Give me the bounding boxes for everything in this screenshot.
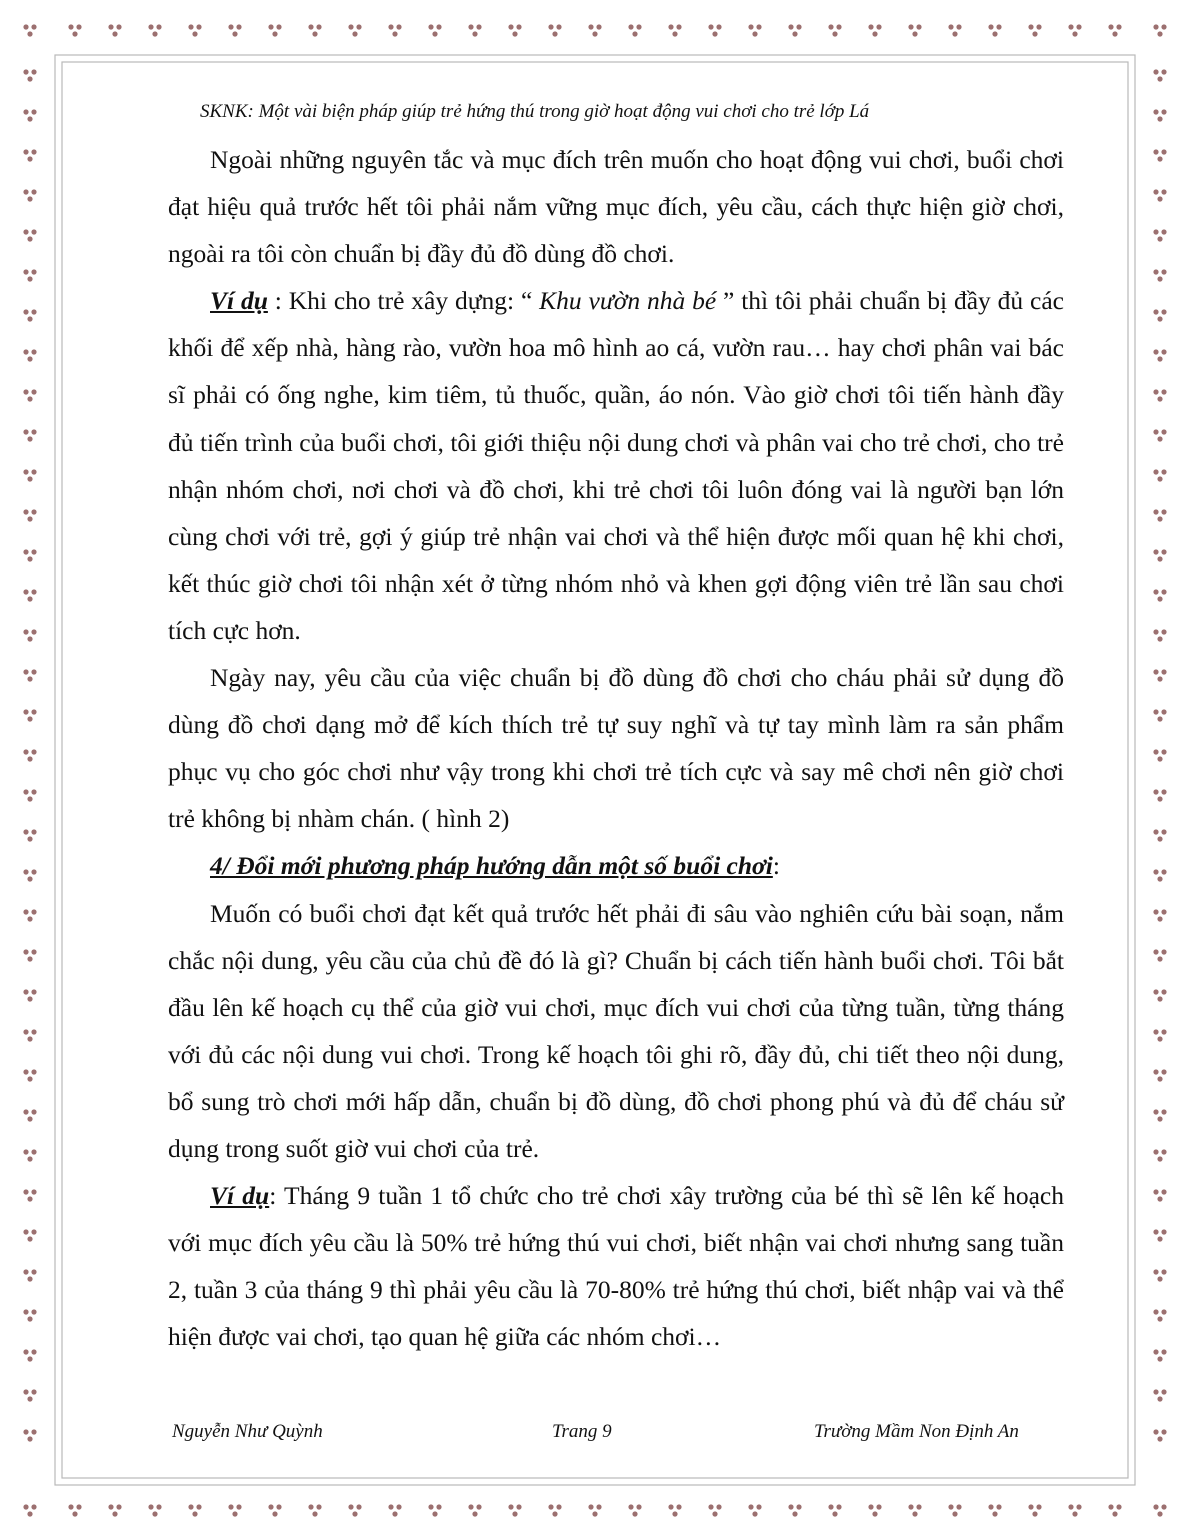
border-flower-icon [1153, 1389, 1166, 1401]
border-flower-icon [788, 24, 801, 36]
border-flower-icon [1153, 1269, 1166, 1281]
border-flower-icon [868, 24, 881, 36]
border-flower-icon [23, 1309, 36, 1321]
document-body [168, 136, 1064, 1360]
border-flower-icon [23, 629, 36, 641]
border-flower-icon [788, 1504, 801, 1516]
border-flower-icon [1153, 69, 1166, 81]
border-flower-icon [828, 24, 841, 36]
border-flower-icon [23, 709, 36, 721]
border-flower-icon [23, 229, 36, 241]
border-flower-icon [388, 24, 401, 36]
border-flower-icon [23, 1149, 36, 1161]
border-flower-icon [1153, 749, 1166, 761]
border-flower-icon [868, 1504, 881, 1516]
border-flower-icon [988, 24, 1001, 36]
border-flower-icon [588, 1504, 601, 1516]
border-flower-icon [588, 24, 601, 36]
border-flower-icon [68, 1504, 81, 1516]
example-text-b: ” thì tôi phải chuẩn bị đầy đủ các khối để xếp nhà, hàng rào, vườn hoa mô hình ao cá, vườn rau… hay chơi phân vai bác sĩ phải có ống nghe, kim tiêm, tủ thuốc, quần, áo nón. Vào giờ chơi tôi tiến hành đầy đủ tiến trình của buổi chơi, tôi giới thiệu nội dung chơi và phân vai cho trẻ chơi, cho trẻ nhận nhóm chơi, nơi chơi và đồ chơi, khi trẻ chơi tôi luôn đóng vai là người bạn lớn cùng chơi với trẻ, gợi ý giúp trẻ nhận vai chơi và thể hiện được mối quan hệ khi chơi, kết thúc giờ chơi tôi nhận xét ở từng nhóm nhỏ và khen gợi động viên trẻ lần sau chơi tích cực hơn. [168, 286, 1064, 645]
border-flower-icon [668, 24, 681, 36]
border-flower-icon [148, 24, 161, 36]
border-flower-icon [1153, 789, 1166, 801]
border-flower-icon [108, 1504, 121, 1516]
section-heading-colon: : [772, 851, 780, 881]
border-flower-icon [1153, 1349, 1166, 1361]
border-flower-icon [1153, 589, 1166, 601]
border-flower-icon [268, 1504, 281, 1516]
border-flower-icon [988, 1504, 1001, 1516]
border-flower-icon [708, 1504, 721, 1516]
border-flower-icon [1028, 24, 1041, 36]
border-flower-icon [23, 669, 36, 681]
border-flower-icon [508, 1504, 521, 1516]
border-flower-icon [1153, 509, 1166, 521]
example-label: Ví dụ [210, 286, 268, 316]
border-flower-icon [23, 269, 36, 281]
border-flower-icon [1153, 389, 1166, 401]
border-flower-icon [23, 1229, 36, 1241]
border-flower-icon [228, 1504, 241, 1516]
border-flower-icon [23, 869, 36, 881]
border-flower-icon [1153, 1029, 1166, 1041]
border-flower-icon [908, 1504, 921, 1516]
border-flower-icon [23, 1349, 36, 1361]
border-flower-icon [23, 949, 36, 961]
border-flower-icon [908, 24, 921, 36]
border-flower-icon [428, 1504, 441, 1516]
border-flower-icon [1153, 309, 1166, 321]
border-flower-icon [1153, 949, 1166, 961]
border-flower-icon [1153, 189, 1166, 201]
border-flower-icon [1068, 1504, 1081, 1516]
border-flower-icon [308, 24, 321, 36]
border-flower-icon [468, 24, 481, 36]
border-flower-icon [23, 309, 36, 321]
border-flower-icon [348, 24, 361, 36]
border-flower-icon [68, 24, 81, 36]
border-flower-icon [23, 589, 36, 601]
border-flower-icon [1153, 1504, 1166, 1516]
border-flower-icon [23, 469, 36, 481]
border-flower-icon [23, 989, 36, 1001]
border-flower-icon [1153, 1069, 1166, 1081]
border-flower-icon [23, 1269, 36, 1281]
border-flower-icon [108, 24, 121, 36]
paragraph-example-1 [168, 277, 1064, 654]
border-flower-icon [23, 549, 36, 561]
footer-author: Nguyễn Như Quỳnh [172, 1421, 323, 1442]
example-text-2: : Tháng 9 tuần 1 tổ chức cho trẻ chơi xây trường của bé thì sẽ lên kế hoạch với mục đích yêu cầu là 50% trẻ hứng thú vui chơi, biết nhận vai chơi nhưng sang tuần 2, tuần 3 của tháng 9 thì phải yêu cầu là 70-80% trẻ hứng thú chơi, biết nhập vai và thể hiện được vai chơi, tạo quan hệ giữa các nhóm chơi… [168, 1181, 1064, 1352]
border-flower-icon [1153, 909, 1166, 921]
border-flower-icon [1153, 229, 1166, 241]
border-flower-icon [148, 1504, 161, 1516]
border-flower-icon [1108, 24, 1121, 36]
border-flower-icon [1153, 829, 1166, 841]
paragraph-3: Ngày nay, yêu cầu của việc chuẩn bị đồ dùng đồ chơi cho cháu phải sử dụng đồ dùng đồ chơi dạng mở để kích thích trẻ tự suy nghĩ và tự tay mình làm ra sản phẩm phục vụ cho góc chơi như vậy trong khi chơi trẻ tích cực và say mê chơi nên giờ chơi trẻ không bị nhàm chán. ( hình 2) [168, 663, 1064, 834]
border-flower-icon [1153, 1309, 1166, 1321]
border-flower-icon [23, 69, 36, 81]
border-flower-icon [1153, 549, 1166, 561]
border-flower-icon [23, 749, 36, 761]
border-flower-icon [268, 24, 281, 36]
example-label-2: Ví dụ [210, 1181, 270, 1211]
border-flower-icon [428, 24, 441, 36]
border-flower-icon [548, 24, 561, 36]
border-flower-icon [388, 1504, 401, 1516]
border-flower-icon [628, 1504, 641, 1516]
border-flower-icon [23, 909, 36, 921]
border-flower-icon [23, 109, 36, 121]
border-flower-icon [508, 24, 521, 36]
border-flower-icon [1153, 709, 1166, 721]
border-flower-icon [1153, 629, 1166, 641]
example-italic-title: Khu vườn nhà bé [539, 286, 717, 316]
border-flower-icon [1153, 869, 1166, 881]
border-flower-icon [23, 1109, 36, 1121]
footer-page-number: Trang 9 [552, 1421, 612, 1442]
paragraph-1: Ngoài những nguyên tắc và mục đích trên muốn cho hoạt động vui chơi, buổi chơi đạt hiệu quả trước hết tôi phải nắm vững mục đích, yêu cầu, cách thực hiện giờ chơi, ngoài ra tôi còn chuẩn bị đầy đủ đồ dùng đồ chơi. [168, 145, 1064, 269]
border-flower-icon [948, 24, 961, 36]
border-flower-icon [23, 1029, 36, 1041]
border-flower-icon [1108, 1504, 1121, 1516]
paragraph-example-2 [168, 1172, 1064, 1360]
border-flower-icon [228, 24, 241, 36]
border-flower-icon [23, 389, 36, 401]
border-flower-icon [1153, 669, 1166, 681]
border-flower-icon [468, 1504, 481, 1516]
border-flower-icon [23, 1504, 36, 1516]
border-flower-icon [1153, 1229, 1166, 1241]
border-flower-icon [23, 1389, 36, 1401]
border-flower-icon [1153, 1149, 1166, 1161]
border-flower-icon [23, 429, 36, 441]
border-flower-icon [668, 1504, 681, 1516]
border-flower-icon [1153, 989, 1166, 1001]
border-flower-icon [748, 1504, 761, 1516]
border-flower-icon [1153, 1189, 1166, 1201]
page-footer [0, 1420, 1190, 1446]
page-header: SKNK: Một vài biện pháp giúp trẻ hứng thú trong giờ hoạt động vui chơi cho trẻ lớp Lá [200, 101, 870, 122]
border-flower-icon [828, 1504, 841, 1516]
border-flower-icon [948, 1504, 961, 1516]
footer-school: Trường Mầm Non Định An [814, 1421, 1019, 1442]
border-flower-icon [23, 24, 36, 36]
border-flower-icon [23, 1069, 36, 1081]
border-flower-icon [1153, 1109, 1166, 1121]
border-flower-icon [348, 1504, 361, 1516]
border-flower-icon [188, 24, 201, 36]
border-flower-icon [308, 1504, 321, 1516]
paragraph-4: Muốn có buổi chơi đạt kết quả trước hết phải đi sâu vào nghiên cứu bài soạn, nắm chắc nội dung, yêu cầu của chủ đề đó là gì? Chuẩn bị cách tiến hành buổi chơi. Tôi bắt đầu lên kế hoạch cụ thể của giờ vui chơi, mục đích vui chơi của từng tuần, từng tháng với đủ các nội dung vui chơi. Trong kế hoạch tôi ghi rõ, đầy đủ, chi tiết theo nội dung, bổ sung trò chơi mới hấp dẫn, chuẩn bị đồ dùng, đồ chơi phong phú và đủ để cháu sử dụng trong suốt giờ vui chơi của trẻ. [168, 898, 1064, 1163]
border-flower-icon [1068, 24, 1081, 36]
border-flower-icon [1153, 469, 1166, 481]
section-heading-text: 4/ Đổi mới phương pháp hướng dẫn một số buổi chơi [210, 851, 773, 881]
border-flower-icon [1153, 24, 1166, 36]
border-flower-icon [188, 1504, 201, 1516]
section-heading [168, 842, 1064, 889]
border-flower-icon [23, 189, 36, 201]
border-flower-icon [23, 1189, 36, 1201]
border-flower-icon [1153, 429, 1166, 441]
border-flower-icon [23, 509, 36, 521]
border-flower-icon [628, 24, 641, 36]
example-text-a: : Khi cho trẻ xây dựng: “ [267, 286, 540, 316]
border-flower-icon [708, 24, 721, 36]
border-flower-icon [23, 789, 36, 801]
border-flower-icon [1028, 1504, 1041, 1516]
border-flower-icon [1153, 349, 1166, 361]
border-flower-icon [748, 24, 761, 36]
border-flower-icon [23, 349, 36, 361]
border-flower-icon [23, 149, 36, 161]
border-flower-icon [548, 1504, 561, 1516]
border-flower-icon [1153, 149, 1166, 161]
border-flower-icon [1153, 269, 1166, 281]
border-flower-icon [1153, 109, 1166, 121]
border-flower-icon [23, 829, 36, 841]
